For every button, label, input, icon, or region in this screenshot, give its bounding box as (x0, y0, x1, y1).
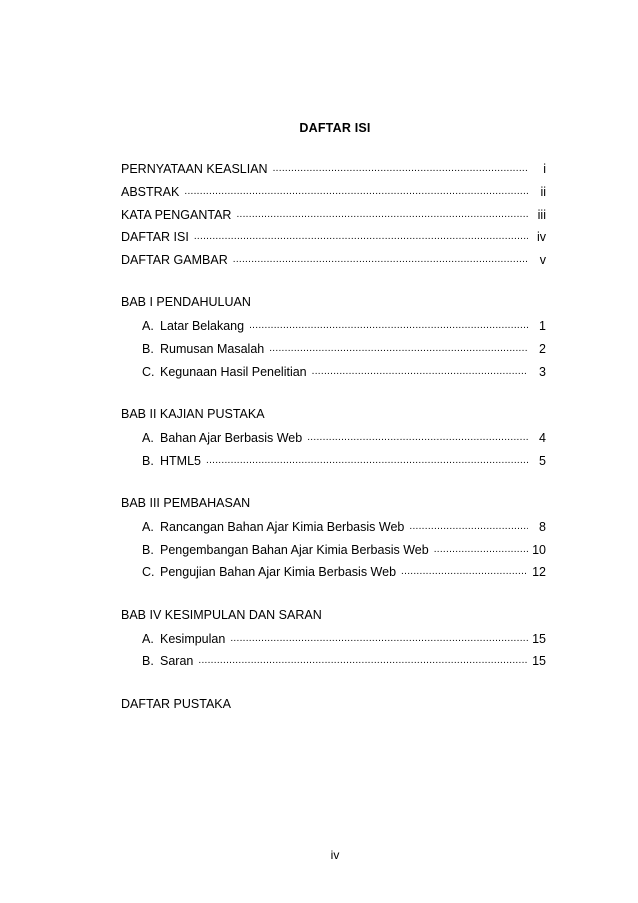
toc-subentry[interactable] (121, 453, 546, 476)
toc-entry-label: Kegunaan Hasil Penelitian (160, 364, 307, 379)
subentry-letter: A. (142, 430, 154, 445)
toc-entry-label: Latar Belakang (160, 319, 245, 334)
toc-entry-daftar-pustaka[interactable]: DAFTAR PUSTAKA (121, 696, 231, 711)
toc-subentry[interactable] (121, 542, 546, 565)
subentry-letter: A. (142, 319, 154, 334)
toc-entry-label: Pengembangan Bahan Ajar Kimia Berbasis Web (160, 542, 429, 557)
toc-entry[interactable] (121, 161, 546, 184)
toc-subentry[interactable] (121, 341, 546, 364)
dot-leader (409, 519, 528, 531)
toc-entry-page: 4 (539, 430, 546, 445)
toc-subentry[interactable] (121, 430, 546, 453)
toc-entry-page: 3 (539, 364, 546, 379)
toc-entry-label: Bahan Ajar Berbasis Web (160, 430, 303, 445)
toc-entry-page: 10 (532, 542, 546, 557)
dot-leader (206, 453, 528, 465)
toc-subentry[interactable] (121, 631, 546, 654)
section-spacer (121, 676, 546, 697)
subentry-letter: A. (142, 631, 154, 646)
page-number-footer: iv (330, 848, 340, 862)
toc-entry-label: DAFTAR ISI (121, 230, 189, 245)
chapter-heading[interactable]: BAB IV KESIMPULAN DAN SARAN (121, 607, 322, 622)
dot-leader (273, 161, 528, 173)
section-spacer (121, 587, 546, 608)
dot-leader (230, 631, 528, 643)
toc-subentry[interactable] (121, 653, 546, 676)
toc-entry-page: 12 (532, 565, 546, 580)
toc-entry-page: 15 (532, 654, 546, 669)
section-spacer (121, 275, 546, 296)
chapter-heading[interactable]: BAB III PEMBAHASAN (121, 496, 251, 511)
section-spacer (121, 476, 546, 497)
toc-entry-label: KATA PENGANTAR (121, 207, 232, 222)
toc-entry[interactable] (121, 229, 546, 252)
toc-entry[interactable] (121, 207, 546, 230)
toc-entry-label: DAFTAR GAMBAR (121, 253, 228, 268)
dot-leader (184, 184, 528, 196)
dot-leader (194, 229, 528, 241)
chapter-heading[interactable]: BAB II KAJIAN PUSTAKA (121, 407, 265, 422)
dot-leader (236, 207, 528, 219)
toc-entry-page: v (539, 253, 546, 268)
dot-leader (269, 341, 528, 353)
toc-subentry[interactable] (121, 318, 546, 341)
subentry-letter: B. (142, 453, 154, 468)
subentry-letter: C. (142, 565, 155, 580)
subentry-letter: B. (142, 654, 154, 669)
toc-entry[interactable] (121, 184, 546, 207)
page-title: DAFTAR ISI (299, 121, 371, 135)
toc-entry-page: 5 (539, 453, 546, 468)
toc-entry-label: Rumusan Masalah (160, 342, 265, 357)
subentry-letter: A. (142, 519, 154, 534)
toc-entry-label: Saran (160, 654, 194, 669)
dot-leader (249, 318, 528, 330)
table-of-contents (121, 161, 546, 719)
toc-entry-page: 15 (532, 631, 546, 646)
dot-leader (307, 430, 528, 442)
toc-subentry[interactable] (121, 564, 546, 587)
toc-entry-label: HTML5 (160, 453, 201, 468)
toc-entry-page: iv (536, 230, 546, 245)
toc-entry-page: iii (537, 207, 546, 222)
toc-entry-page: 1 (539, 319, 546, 334)
dot-leader (312, 364, 528, 376)
subentry-letter: B. (142, 342, 154, 357)
toc-entry-page: ii (540, 184, 546, 199)
subentry-letter: B. (142, 542, 154, 557)
toc-entry-label: PERNYATAAN KEASLIAN (121, 162, 268, 176)
dot-leader (434, 542, 528, 554)
chapter-heading[interactable]: BAB I PENDAHULUAN (121, 295, 251, 310)
dot-leader (233, 252, 528, 264)
toc-entry-label: Kesimpulan (160, 631, 226, 646)
toc-entry-page: 2 (539, 342, 546, 357)
toc-subentry[interactable] (121, 364, 546, 387)
toc-entry[interactable] (121, 252, 546, 275)
section-spacer (121, 387, 546, 408)
dot-leader (198, 653, 528, 665)
toc-entry-label: ABSTRAK (121, 184, 180, 199)
toc-entry-page: i (543, 162, 546, 176)
subentry-letter: C. (142, 364, 155, 379)
toc-entry-label: Rancangan Bahan Ajar Kimia Berbasis Web (160, 519, 405, 534)
toc-subentry[interactable] (121, 519, 546, 542)
dot-leader (401, 564, 528, 576)
toc-entry-page: 8 (539, 519, 546, 534)
toc-entry-label: Pengujian Bahan Ajar Kimia Berbasis Web (160, 565, 397, 580)
